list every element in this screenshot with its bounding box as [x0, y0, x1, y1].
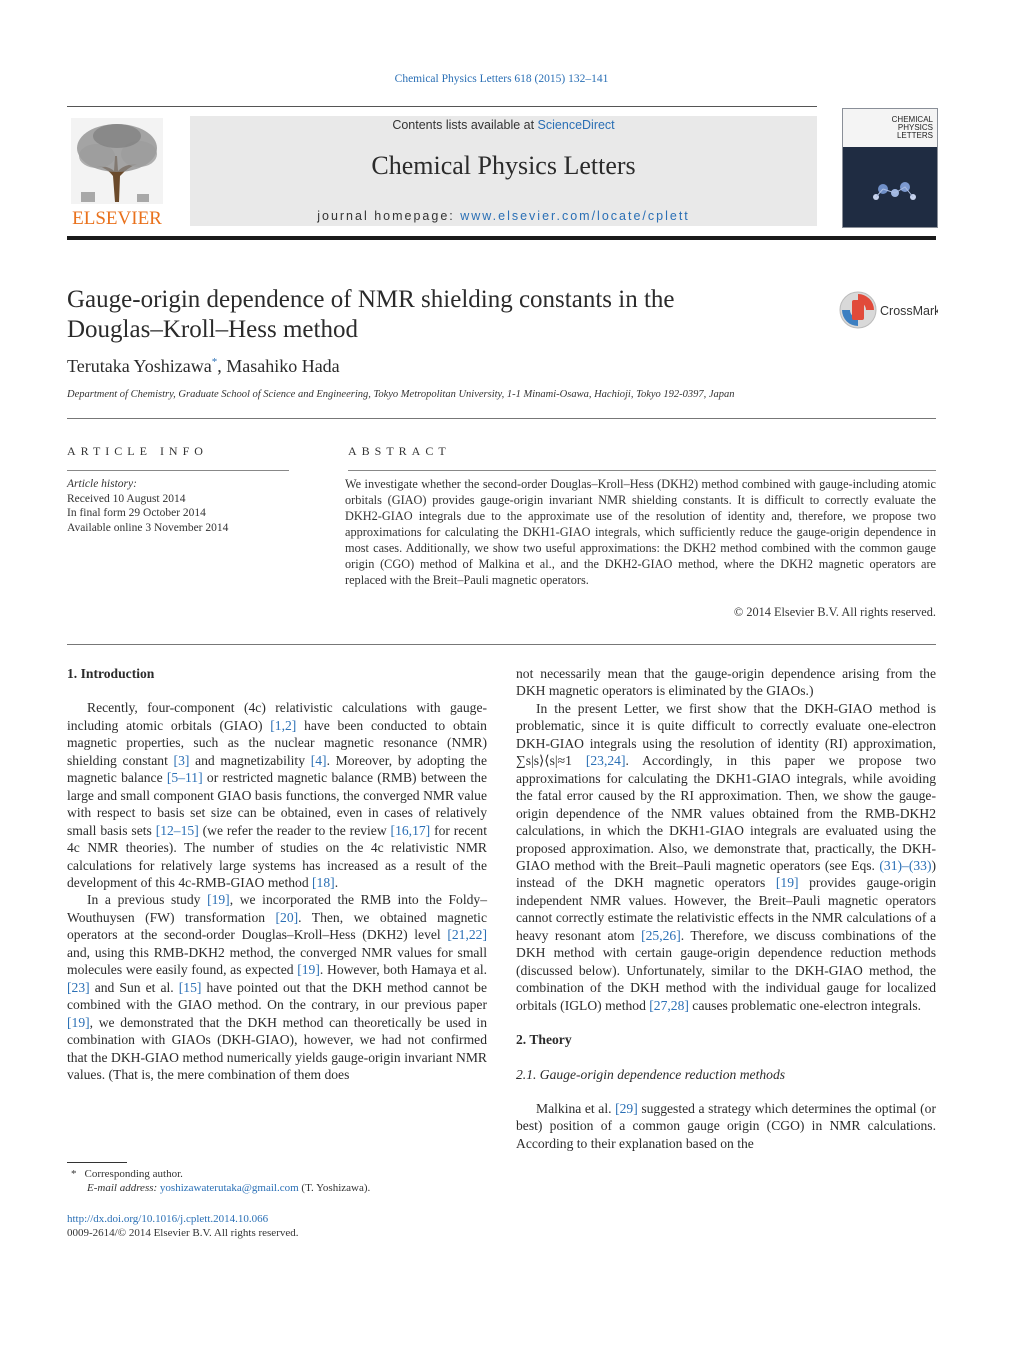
- online-date: Available online 3 November 2014: [67, 521, 229, 534]
- citation-link[interactable]: [29]: [615, 1100, 638, 1116]
- citation-link[interactable]: [15]: [178, 979, 202, 995]
- text-run: have been conducted to obtain magnetic properties, such as the nuclear magnetic resonance (NMR) shielding constant: [67, 717, 487, 768]
- body-rule: [67, 644, 936, 645]
- body-column-left: [67, 665, 487, 1083]
- intro-paragraph-2: [67, 891, 487, 1083]
- text-run: , we incorporated the RMB into the Foldy–Wouthuysen (FW) transformation: [67, 892, 487, 925]
- text-run: and magnetizability: [189, 752, 311, 768]
- header-rule: [67, 106, 817, 107]
- email-suffix: (T. Yoshizawa).: [298, 1182, 371, 1194]
- equation-link[interactable]: (31)–(33): [879, 857, 932, 873]
- text-run: . Moreover, by adopting the magnetic balance: [67, 752, 487, 786]
- affiliation: Department of Chemistry, Graduate School of Science and Engineering, Tokyo Metropolitan University, 1-1 Minami-Osawa, Hachioji, Tokyo 192-0397, Japan: [67, 389, 735, 400]
- corresponding-author-marker[interactable]: *: [211, 356, 218, 368]
- homepage-line: [190, 209, 817, 223]
- citation-link[interactable]: [12–15]: [155, 822, 199, 838]
- citation-link[interactable]: [23,24]: [585, 753, 626, 769]
- article-title-line-1: Gauge-origin dependence of NMR shielding constants in the: [67, 286, 675, 313]
- author-separator: ,: [217, 356, 227, 376]
- citation-link[interactable]: [21,22]: [447, 927, 487, 943]
- citation-link[interactable]: [16,17]: [390, 822, 431, 838]
- text-run: Recently, four-component (4c) relativistic calculations with gauge-including atomic orbitals (GIAO): [67, 700, 487, 733]
- intro-paragraph-3: [516, 700, 936, 1014]
- text-run: ) instead of the DKH magnetic operators: [516, 857, 936, 891]
- abstract-rule: [348, 470, 936, 471]
- text-run: and Sun et al.: [89, 979, 179, 995]
- citation-link[interactable]: [25,26]: [641, 927, 681, 943]
- abstract-copyright: © 2014 Elsevier B.V. All rights reserved.: [733, 605, 936, 619]
- article-title-line-2: Douglas–Kroll–Hess method: [67, 316, 358, 343]
- intro-paragraph-1: [67, 699, 487, 891]
- text-run: [572, 753, 586, 768]
- corresponding-author-note: Corresponding author.: [84, 1168, 183, 1180]
- text-run: causes problematic one-electron integrals.: [688, 997, 922, 1013]
- contents-prefix: Contents lists available at: [392, 118, 538, 132]
- citation-link[interactable]: [19]: [67, 1014, 90, 1030]
- received-date: Received 10 August 2014: [67, 492, 186, 505]
- cover-header: [843, 109, 937, 147]
- footnote: [67, 1167, 370, 1195]
- citation-link[interactable]: [19]: [775, 875, 799, 891]
- email-link[interactable]: yoshizawaterutaka@gmail.com: [159, 1182, 299, 1194]
- citation-link[interactable]: [19]: [207, 892, 230, 908]
- author-list: [67, 356, 340, 377]
- text-run: and, using this RMB-DKH2 method, the converged NMR values for small molecules were easily found, as expected: [67, 944, 487, 978]
- email-label: E-mail address:: [87, 1182, 160, 1194]
- text-run: have pointed out that the DKH method cannot be combined with the GIAO method. On the contrary, in our previous paper: [67, 979, 487, 1013]
- intro-heading: 1. Introduction: [67, 666, 155, 681]
- body-column-right: [516, 665, 936, 1152]
- text-run: . Accordingly, in this paper we propose two approximations for calculating the DKH1-GIAO integrals, while avoiding the fatal error caused by the RI approximation. Then, we show the gauge-origin dependence of the NMR values obtained from the RMB-DKH2 calculations, in which the DKH1-GIAO integrals are evaluated using the proposed approximation. Also, we demonstrate that, practically, the DKH-GIAO method with the Breit–Pauli magnetic operators (see Eqs.: [516, 753, 936, 873]
- homepage-link[interactable]: www.elsevier.com/locate/cplett: [460, 209, 690, 223]
- text-run: In the present Letter, we first show that the DKH-GIAO method is problematic, since it is quite difficult to correctly evaluate one-electron DKH-GIAO integrals using the resolution of identity (RI) approximation,: [516, 700, 936, 751]
- text-run: (we refer the reader to the review: [198, 822, 391, 838]
- text-run: Malkina et al.: [536, 1100, 616, 1116]
- publisher-name: ELSEVIER: [72, 208, 162, 228]
- author-2: Masahiko Hada: [226, 356, 340, 376]
- citation-link[interactable]: [3]: [173, 752, 190, 768]
- citation-link[interactable]: [23]: [67, 979, 90, 995]
- footnote-rule: [67, 1162, 127, 1163]
- text-run: suggested a strategy which determines the optimal (or best) position of a common gauge origin (CGO) in NMR calculations. According to their explanation based on the: [516, 1100, 936, 1151]
- text-run: In a previous study: [87, 892, 208, 908]
- elsevier-tree-icon: [67, 116, 167, 228]
- issn-copyright: 0009-2614/© 2014 Elsevier B.V. All rights reserved.: [67, 1227, 299, 1239]
- author-1: Terutaka Yoshizawa: [67, 356, 212, 376]
- crossmark-badge[interactable]: [838, 290, 938, 330]
- text-run: . Therefore, we discuss combinations of the DKH method with certain gauge-origin dependence reduction methods (discussed below). Unfortunately, similar to the DKH-GIAO method, the combination of the DKH method with the individual gauge for localized orbitals (IGLO) method: [516, 927, 936, 1013]
- text-run: provides gauge-origin independent NMR values. However, the Breit–Pauli magnetic operators cannot correctly estimate the relativistic effects in the NMR calculations of a heavy resonant atom: [516, 875, 936, 943]
- homepage-prefix: journal homepage:: [317, 209, 461, 223]
- doi-block: [67, 1212, 299, 1240]
- elsevier-logo[interactable]: [67, 116, 167, 228]
- history-label: Article history:: [67, 478, 137, 490]
- citation-link[interactable]: [18]: [312, 874, 335, 890]
- journal-reference-link[interactable]: Chemical Physics Letters 618 (2015) 132–141: [394, 73, 609, 85]
- text-run: , we demonstrated that the DKH method can theoretically be used in combination with GIAOs (DKH-GIAO), however, we had not confirmed that the DKH-GIAO method numerically yields gauge-origin invariant NMR values. (That is, the mere combination of them does: [67, 1014, 487, 1082]
- text-run: . Then, we obtained magnetic operators at the second-order Douglas–Kroll–Hess (DKH2) level: [67, 909, 487, 943]
- article-info-heading: ARTICLE INFO: [67, 444, 208, 458]
- abstract-heading: ABSTRACT: [348, 444, 451, 458]
- footnote-marker: *: [71, 1168, 77, 1180]
- text-run: or restricted magnetic balance (RMB) between the large and small component GIAO basis functions, the converged NMR value with respect to basis set size can be obtained, even in cases of relatively small basis sets: [67, 770, 487, 838]
- citation-link[interactable]: [1,2]: [270, 717, 297, 733]
- intro-paragraph-2-continued: not necessarily mean that the gauge-origin dependence arising from the DKH magnetic operators is eliminated by the GIAOs.): [516, 666, 936, 699]
- affiliation-rule: [67, 418, 936, 419]
- text-run: . However, both Hamaya et al.: [319, 962, 487, 978]
- text-run: .: [334, 874, 339, 890]
- theory-heading: 2. Theory: [516, 1032, 572, 1048]
- contents-line: [190, 118, 817, 132]
- sciencedirect-link[interactable]: ScienceDirect: [537, 118, 615, 132]
- citation-link[interactable]: [19]: [297, 962, 320, 978]
- text-run: for recent 4c NMR theories). The number of studies on the 4c relativistic NMR calculations for relatively large systems has increased as a result of the development of this 4c-RMB-GIAO method: [67, 822, 488, 890]
- crossmark-label: CrossMark: [880, 304, 938, 318]
- cover-title: CHEMICAL PHYSICS LETTERS: [891, 115, 933, 140]
- doi-link[interactable]: http://dx.doi.org/10.1016/j.cplett.2014.10.066: [67, 1213, 269, 1225]
- article-info-rule: [67, 470, 289, 471]
- citation-link[interactable]: [20]: [275, 909, 299, 925]
- crossmark-icon: [838, 290, 938, 330]
- citation-link[interactable]: [4]: [310, 752, 327, 768]
- journal-title: Chemical Physics Letters: [371, 151, 636, 180]
- journal-cover-thumbnail[interactable]: [842, 108, 938, 228]
- article-history: [67, 477, 228, 535]
- citation-link[interactable]: [27,28]: [649, 997, 689, 1013]
- theory-paragraph-1: [516, 1100, 936, 1152]
- citation-link[interactable]: [5–11]: [166, 770, 203, 786]
- subsection-heading: 2.1. Gauge-origin dependence reduction methods: [516, 1066, 786, 1082]
- article-title: [67, 285, 807, 345]
- cover-molecule-icon: [843, 147, 937, 227]
- abstract-text: We investigate whether the second-order Douglas–Kroll–Hess (DKH2) method combined with gauge-including atomic orbitals (GIAO) provides gauge-origin invariant NMR shielding constants. It is difficult to correctly evaluate the DKH2-GIAO integrals due to the approximate use of the resolution of identity and, therefore, we propose two approximations for calculating the DKH1-GIAO integrals, which sufficiently reduce the gauge-origin dependence in most cases. Additionally, we show two useful approximations: the DKH2 method combined with the common gauge origin (CGO) method of Malkina et al., and the DKH2-GIAO method, where the DKH2 magnetic operators are replaced with the Breit–Pauli magnetic operators.: [345, 477, 936, 587]
- final-form-date: In final form 29 October 2014: [67, 507, 206, 519]
- header-thick-rule: [67, 236, 936, 240]
- ri-formula: ∑s|s⟩⟨s|≈1: [516, 753, 572, 769]
